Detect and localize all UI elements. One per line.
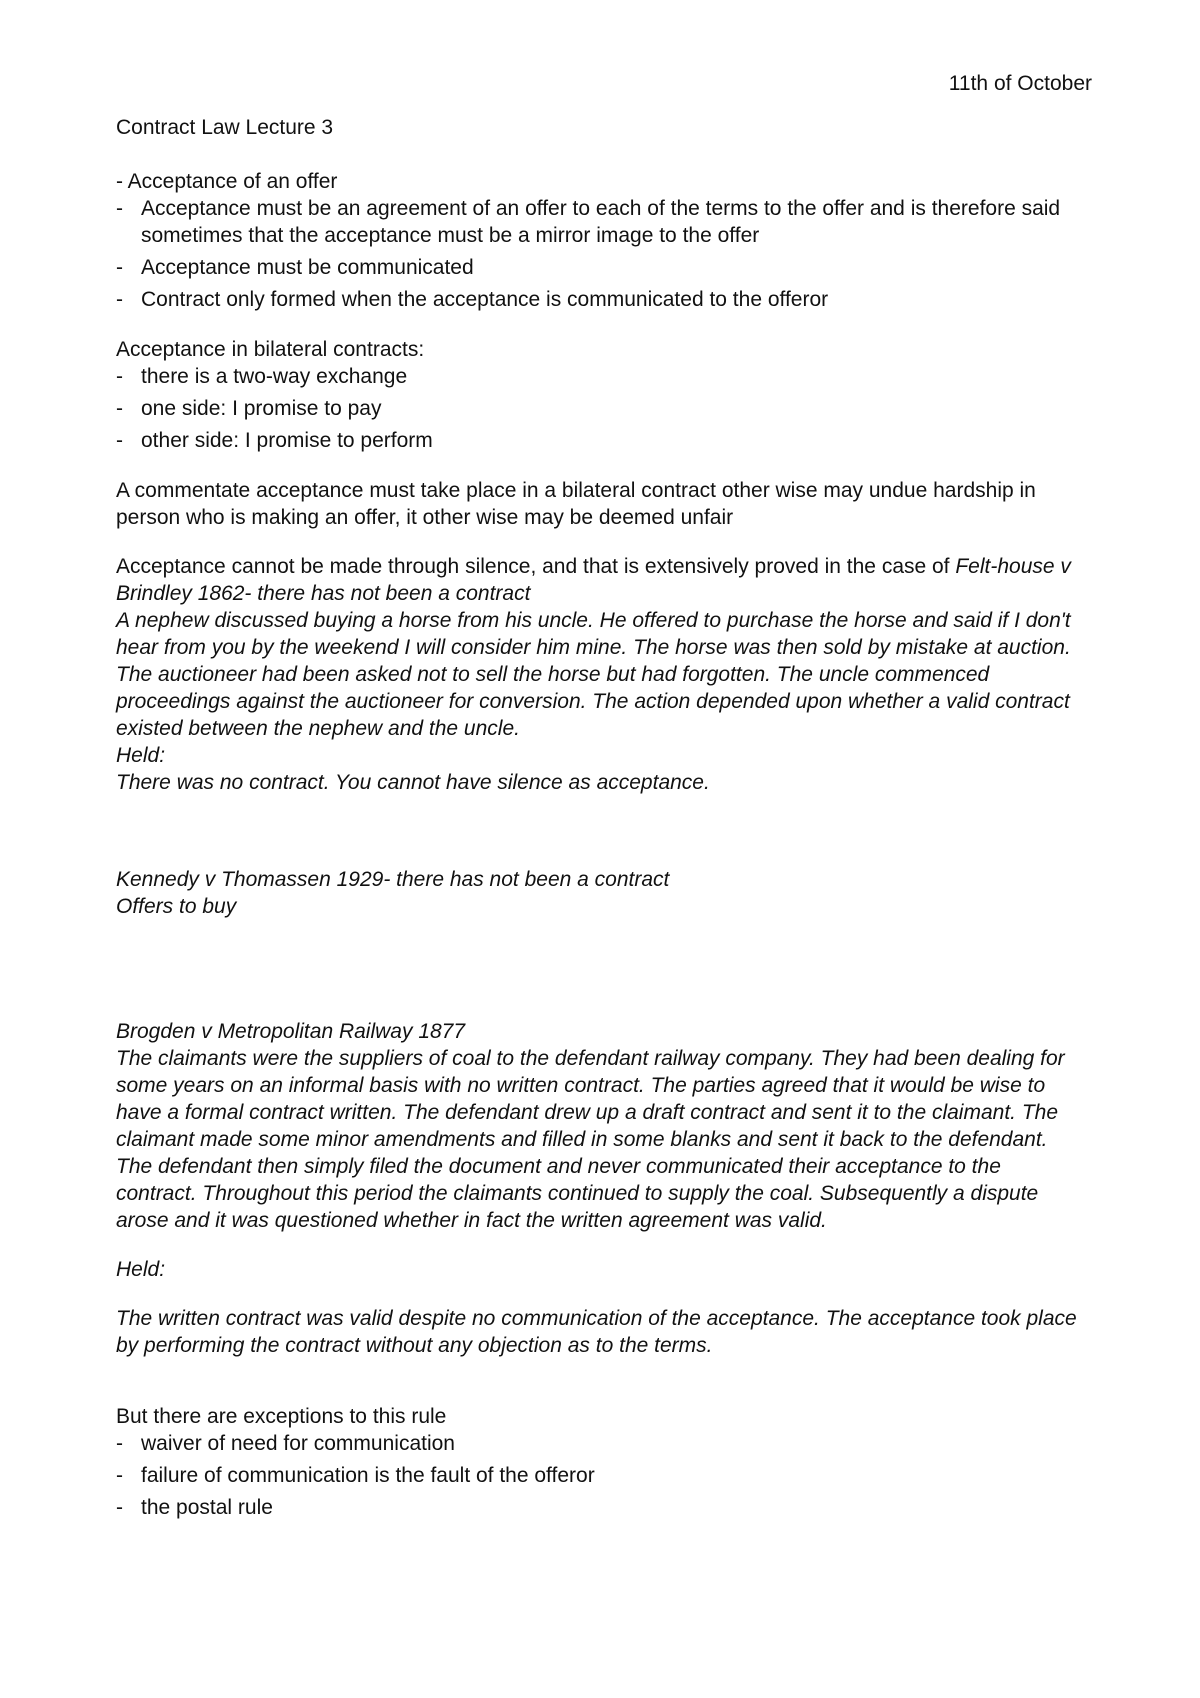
list-item: - other side: I promise to perform bbox=[116, 427, 1086, 454]
brogden-case-name: Brogden v Metropolitan Railway 1877 bbox=[116, 1020, 466, 1043]
list-item: - Contract only formed when the acceptance is communicated to the offeror bbox=[116, 286, 1086, 313]
document-title: Contract Law Lecture 3 bbox=[116, 116, 334, 139]
list-item: - there is a two-way exchange bbox=[116, 363, 1086, 390]
document-body bbox=[116, 114, 1086, 1526]
kennedy-case-name: Kennedy v Thomassen 1929- there has not been a contract bbox=[116, 868, 670, 891]
list-item: - Acceptance must be an agreement of an offer to each of the terms to the offer and is therefore said sometimes that the acceptance must be a mirror image to the offer bbox=[116, 195, 1086, 249]
list-item: - one side: I promise to pay bbox=[116, 395, 1086, 422]
list-item: - Acceptance must be communicated bbox=[116, 254, 1086, 281]
felthouse-facts: A nephew discussed buying a horse from his uncle. He offered to purchase the horse and said if I don't hear from you by the weekend I will consider him mine. The horse was then sold by mistake at auction. The auctioneer had been asked not to sell the horse but had forgotten. The uncle commenced proceedings against the auctioneer for conversion. The action depended upon whether a valid contract existed between the nephew and the uncle. bbox=[116, 609, 1071, 740]
felthouse-intro-text: Acceptance cannot be made through silence, and that is extensively proved in the case of bbox=[116, 555, 956, 578]
felthouse-case-name: Felt-house v Brindley 1862- there has not been a contract bbox=[116, 555, 1071, 605]
paragraph-commentate: A commentate acceptance must take place in a bilateral contract other wise may undue hardship in person who is making an offer, it other wise may be deemed unfair bbox=[116, 479, 1036, 529]
list-item: - waiver of need for communication bbox=[116, 1430, 1086, 1457]
section-heading-acceptance: - Acceptance of an offer bbox=[116, 170, 338, 193]
list-item: - failure of communication is the fault of the offeror bbox=[116, 1462, 1086, 1489]
felthouse-intro bbox=[116, 553, 1086, 607]
brogden-held: The written contract was valid despite no communication of the acceptance. The acceptance took place by performing the contract without any objection as to the terms. bbox=[116, 1307, 1077, 1357]
exceptions-heading: But there are exceptions to this rule bbox=[116, 1405, 447, 1428]
brogden-facts: The claimants were the suppliers of coal to the defendant railway company. They had been dealing for some years on an informal basis with no written contract. The parties agreed that it would be wise to have a formal contract written. The defendant drew up a draft contract and sent it to the claimant. The claimant made some minor amendments and filled in some blanks and sent it back to the defendant. The defendant then simply filed the document and never communicated their acceptance to the contract. Throughout this period the claimants continued to supply the coal. Subsequently a dispute arose and it was questioned whether in fact the written agreement was valid. bbox=[116, 1047, 1065, 1232]
felthouse-held: There was no contract. You cannot have silence as acceptance. bbox=[116, 771, 710, 794]
brogden-held-label: Held: bbox=[116, 1258, 166, 1281]
lecture-date: 11th of October bbox=[948, 72, 1092, 95]
felthouse-held-label: Held: bbox=[116, 744, 166, 767]
list-item: - the postal rule bbox=[116, 1494, 1086, 1521]
bilateral-list bbox=[116, 363, 1086, 454]
section-heading-bilateral: Acceptance in bilateral contracts: bbox=[116, 338, 425, 361]
exceptions-list bbox=[116, 1430, 1086, 1521]
acceptance-list bbox=[116, 195, 1086, 313]
kennedy-note: Offers to buy bbox=[116, 895, 237, 918]
